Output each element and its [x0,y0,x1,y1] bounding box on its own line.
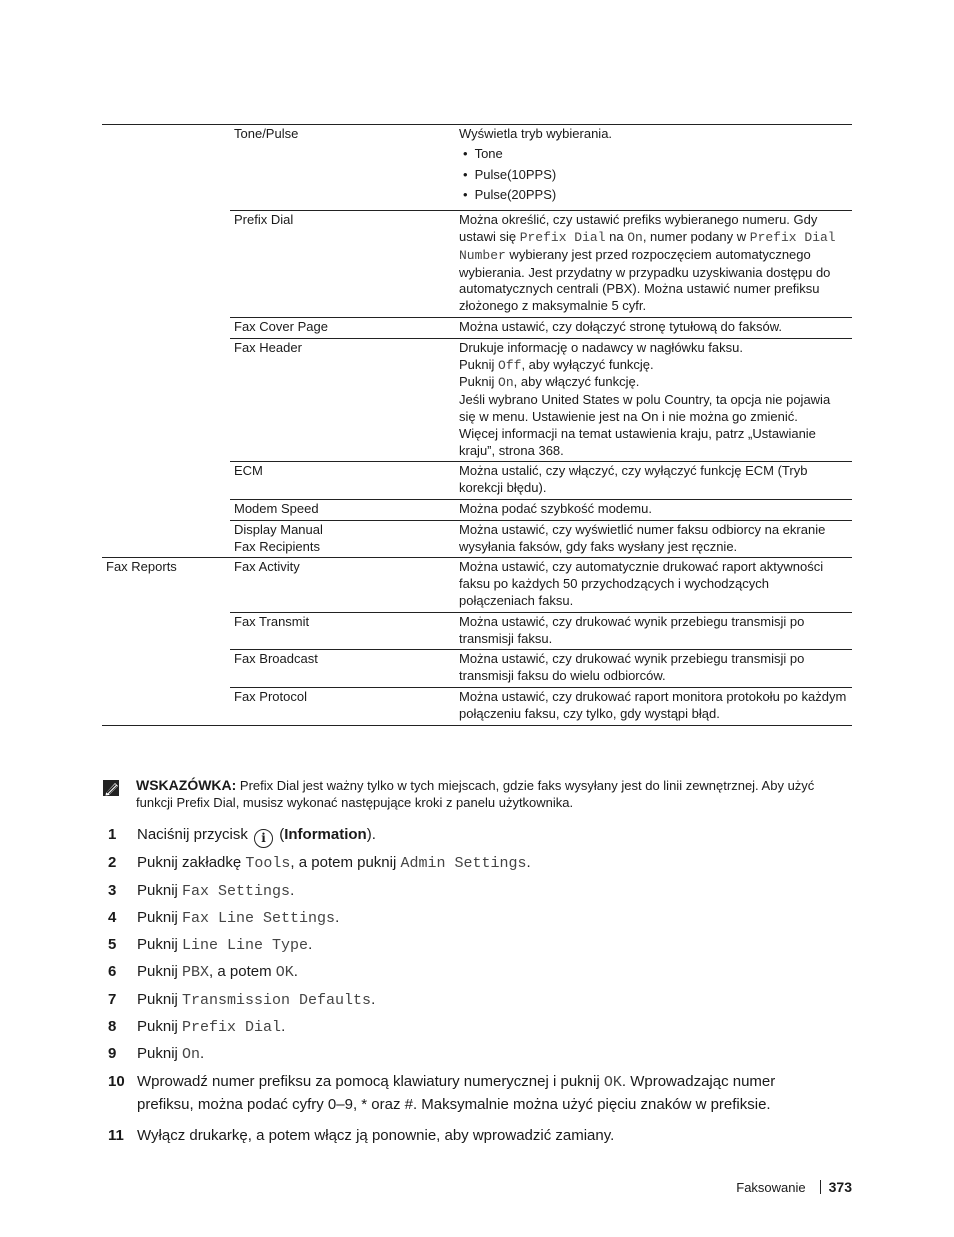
page-footer [736,1179,852,1195]
setting-name: Prefix Dial [230,211,455,318]
note-text: Prefix Dial jest ważny tylko w tych miejscach, gdzie faks wysyłany jest do linii zewnętrznej. Aby użyć funkcji Prefix Dial, musisz wykonać następujące kroki z panelu użytkownika. [136,778,815,810]
list-item: 4 Puknij Fax Line Settings. [108,908,340,927]
setting-description: Można ustawić, czy drukować raport monitora protokołu po każdym połączeniu faksu, czy tylko, gdy wystąpi błąd. [455,687,852,725]
table-row [102,211,852,318]
group-cell [102,612,230,650]
setting-description: Można ustawić, czy automatycznie drukować raport aktywności faksu po każdych 50 przychodzących i wychodzących połączeniach faksu. [455,558,852,612]
list-item: 2 Puknij zakładkę Tools, a potem puknij Admin Settings. [108,854,531,873]
section-title: Faksowanie [736,1180,806,1195]
setting-name: ECM [230,462,455,500]
setting-description: Można ustawić, czy drukować wynik przebiegu transmisji po transmisji faksu. [455,612,852,650]
option-list [459,146,848,204]
group-cell [102,462,230,500]
list-item: 1 Naciśnij przycisk i (Information). [102,824,832,848]
list-item: 7 Puknij Transmission Defaults. [108,990,376,1009]
setting-description: Można określić, czy ustawić prefiks wybieranego numeru. Gdy ustawi się Prefix Dial na On, numer podany w Prefix Dial Number wybierany jest przed rozpoczęciem automatycznego wybierania. Jest przydatny w przypadku uzyskiwania dostępu do automatycznych centrali (PBX). Można ustawić numer prefiksu złożonego z maksymalnie 5 cyfr. [455,211,852,318]
setting-description: Można ustawić, czy drukować wynik przebiegu transmisji po transmisji faksu do wielu odbiorców. [455,650,852,688]
list-item: 5 Puknij Line Line Type. [108,936,313,955]
table-row [102,687,852,725]
setting-description: Drukuje informację o nadawcy w nagłówku faksu. Puknij Off, aby wyłączyć funkcję. Puknij On, aby włączyć funkcję. Jeśli wybrano United States w polu Country, ta opcja nie pojawia się w menu. Ustawienie jest na On i nie można go zmienić. Więcej informacji na temat ustawienia kraju, patrz „Ustawianie kraju”, strona 368. [455,338,852,462]
list-item: • Pulse(10PPS) [463,167,848,184]
setting-name: Fax Transmit [230,612,455,650]
note-box [102,777,852,811]
divider [820,1180,821,1194]
list-item: 11 Wyłącz drukarkę, a potem włącz ją ponownie, aby wprowadzić zamiany. [108,1126,615,1144]
group-cell [102,650,230,688]
setting-name: Fax Broadcast [230,650,455,688]
setting-description: Można podać szybkość modemu. [455,499,852,520]
group-cell [102,687,230,725]
table-row [102,612,852,650]
setting-name: Fax Activity [230,558,455,612]
group-cell [102,520,230,558]
setting-name: Fax Protocol [230,687,455,725]
list-item: 3 Puknij Fax Settings. [108,881,295,900]
group-cell [102,125,230,211]
group-cell: Fax Reports [102,558,230,612]
list-item: • Pulse(20PPS) [463,187,848,204]
table-row [102,520,852,558]
pencil-note-icon [102,779,122,797]
group-cell [102,338,230,462]
setting-name: Display Manual Fax Recipients [230,520,455,558]
setting-name: Tone/Pulse [234,126,299,141]
settings-table [102,124,852,726]
table-row [102,650,852,688]
page-number: 373 [828,1179,852,1195]
table-row [102,338,852,462]
setting-name: Fax Header [230,338,455,462]
setting-description: Można ustawić, czy dołączyć stronę tytułową do faksów. [455,317,852,338]
table-row [102,462,852,500]
setting-description: Można ustalić, czy włączyć, czy wyłączyć funkcję ECM (Tryb korekcji błędu). [455,462,852,500]
list-item: 8 Puknij Prefix Dial. [108,1018,286,1037]
list-item: 6 Puknij PBX, a potem OK. [108,963,298,982]
group-cell [102,211,230,318]
table-row [102,317,852,338]
table-row [102,125,852,211]
group-cell [102,499,230,520]
setting-description: Można ustawić, czy wyświetlić numer faksu odbiorcy na ekranie wysyłania faksów, gdy faks wysłany jest ręcznie. [455,520,852,558]
note-label: WSKAZÓWKA: [136,777,237,793]
list-item: 10 Wprowadź numer prefiksu za pomocą klawiatury numerycznej i puknij OK. Wprowadzając numer prefiksu, można podać cyfry 0–9, * oraz #. Maksymalnie można użyć pięciu znaków w prefiksie. [108,1072,776,1113]
table-row [102,558,852,612]
group-cell [102,317,230,338]
setting-description: Wyświetla tryb wybierania. • Tone • Pulse(10PPS) • Pulse(20PPS) [455,125,852,211]
setting-name: Modem Speed [230,499,455,520]
table-row [102,499,852,520]
setting-name: Fax Cover Page [230,317,455,338]
steps-list [102,824,832,1151]
info-icon: i [254,829,273,848]
list-item: 9 Puknij On. [108,1045,205,1064]
list-item: • Tone [463,146,848,163]
